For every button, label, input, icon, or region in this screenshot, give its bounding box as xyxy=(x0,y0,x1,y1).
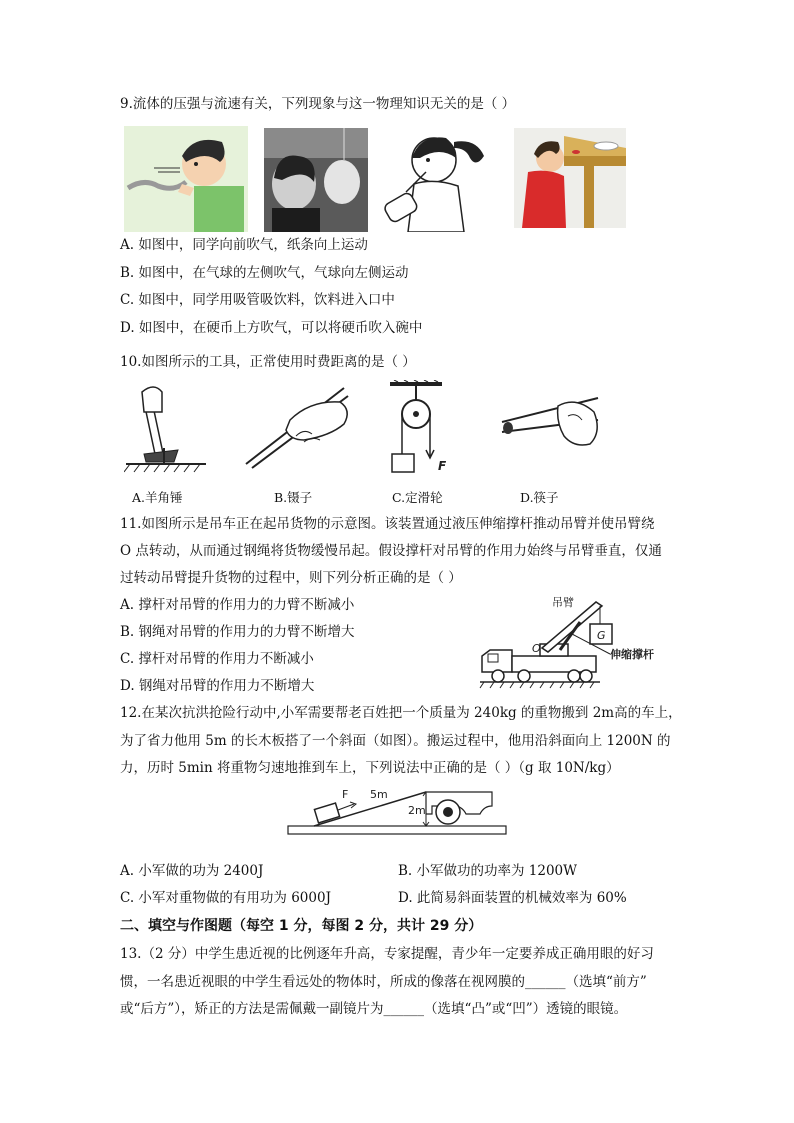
q10-caption-d: D.筷子 xyxy=(520,490,559,505)
q13-line-2: 惯，一名患近视眼的中学生看远处的物体时，所成的像落在视网膜的______（选填“前方” xyxy=(120,974,647,990)
q12-figure-height-label: 2m xyxy=(408,804,426,817)
q9-figure-girl-straw xyxy=(380,128,496,232)
q9-option-d: D. 如图中，在硬币上方吹气，可以将硬币吹入碗中 xyxy=(120,320,423,336)
q11-option-b: B. 钢绳对吊臂的作用力的力臂不断增大 xyxy=(120,624,355,640)
q10-caption-a: A.羊角锤 xyxy=(132,490,183,505)
q11-option-d: D. 钢绳对吊臂的作用力不断增大 xyxy=(120,678,315,694)
q12-figure-force-label: F xyxy=(342,788,349,801)
q13-line-3: 或“后方”），矫正的方法是需佩戴一副镜片为______（选填“凸”或“凹”）透镜的眼镜。 xyxy=(120,1001,628,1017)
q10-figure-tweezers xyxy=(240,380,354,472)
q11-figure-pivot-label: O xyxy=(532,642,541,655)
q13-line-1: 13.（2 分）中学生患近视的比例逐年升高，专家提醒，青少年一定要养成正确用眼的好习 xyxy=(120,946,654,962)
q9-figure-coin-bowl xyxy=(514,128,626,228)
q9-option-b: B. 如图中，在气球的左侧吹气，气球向左侧运动 xyxy=(120,265,409,281)
q11-stem-line-3: 过转动吊臂提升货物的过程中，则下列分析正确的是（ ） xyxy=(120,570,462,586)
q12-option-d: D. 此简易斜面装置的机械效率为 60% xyxy=(398,890,627,906)
q12-stem-line-2: 为了省力他用 5m 的长木板搭了一个斜面（如图）。搬运过程中，他用沿斜面向上 1200N 的 xyxy=(120,733,671,749)
section-2-heading: 二、填空与作图题（每空 1 分，每图 2 分，共计 29 分） xyxy=(120,918,483,934)
q9-option-c: C. 如图中，同学用吸管吸饮料，饮料进入口中 xyxy=(120,292,395,308)
q12-option-b: B. 小军做功的功率为 1200W xyxy=(398,863,578,879)
q11-figure-goods-label: G xyxy=(597,629,606,642)
q12-option-a: A. 小军做的功为 2400J xyxy=(120,863,264,879)
q11-option-c: C. 撑杆对吊臂的作用力不断减小 xyxy=(120,651,314,667)
q12-stem-line-1: 12.在某次抗洪抢险行动中,小军需要帮老百姓把一个质量为 240kg 的重物搬到 2m高的车上， xyxy=(120,705,682,721)
q12-figure-length-label: 5m xyxy=(370,788,388,801)
q9-figure-balloon-photo xyxy=(264,128,368,232)
q10-caption-c: C.定滑轮 xyxy=(392,490,443,505)
q12-figure-incline xyxy=(284,784,510,836)
q11-stem-line-2: O 点转动，从而通过钢绳将货物缓慢吊起。假设撑杆对吊臂的作用力始终与吊臂垂直，仅通 xyxy=(120,543,662,559)
q10-figure-fixed-pulley xyxy=(384,380,454,476)
q10-pulley-force-label: F xyxy=(438,459,447,473)
q12-option-c: C. 小军对重物做的有用功为 6000J xyxy=(120,890,331,906)
q10-stem: 10.如图所示的工具，正常使用时费距离的是（ ） xyxy=(120,354,416,370)
q11-stem-line-1: 11.如图所示是吊车正在起吊货物的示意图。该装置通过液压伸缩撑杆推动吊臂并使吊臂绕 xyxy=(120,516,655,532)
q11-option-a: A. 撑杆对吊臂的作用力的力臂不断减小 xyxy=(120,597,355,613)
q12-stem-line-3: 力，历时 5min 将重物匀速地推到车上，下列说法中正确的是（ ）（g 取 10N/kg） xyxy=(120,760,620,776)
q9-figure-boy-blowing xyxy=(124,126,248,232)
q9-option-a: A. 如图中，同学向前吹气，纸条向上运动 xyxy=(120,237,368,253)
q10-figure-claw-hammer xyxy=(124,378,208,474)
q10-figure-chopsticks xyxy=(498,392,602,452)
q11-figure-strut-label: 伸缩撑杆 xyxy=(610,648,654,661)
q9-stem: 9.流体的压强与流速有关，下列现象与这一物理知识无关的是（ ） xyxy=(120,96,516,112)
q11-figure-crane xyxy=(476,594,676,690)
q10-caption-b: B.镊子 xyxy=(274,490,313,505)
q11-figure-arm-label: 吊臂 xyxy=(552,596,574,609)
